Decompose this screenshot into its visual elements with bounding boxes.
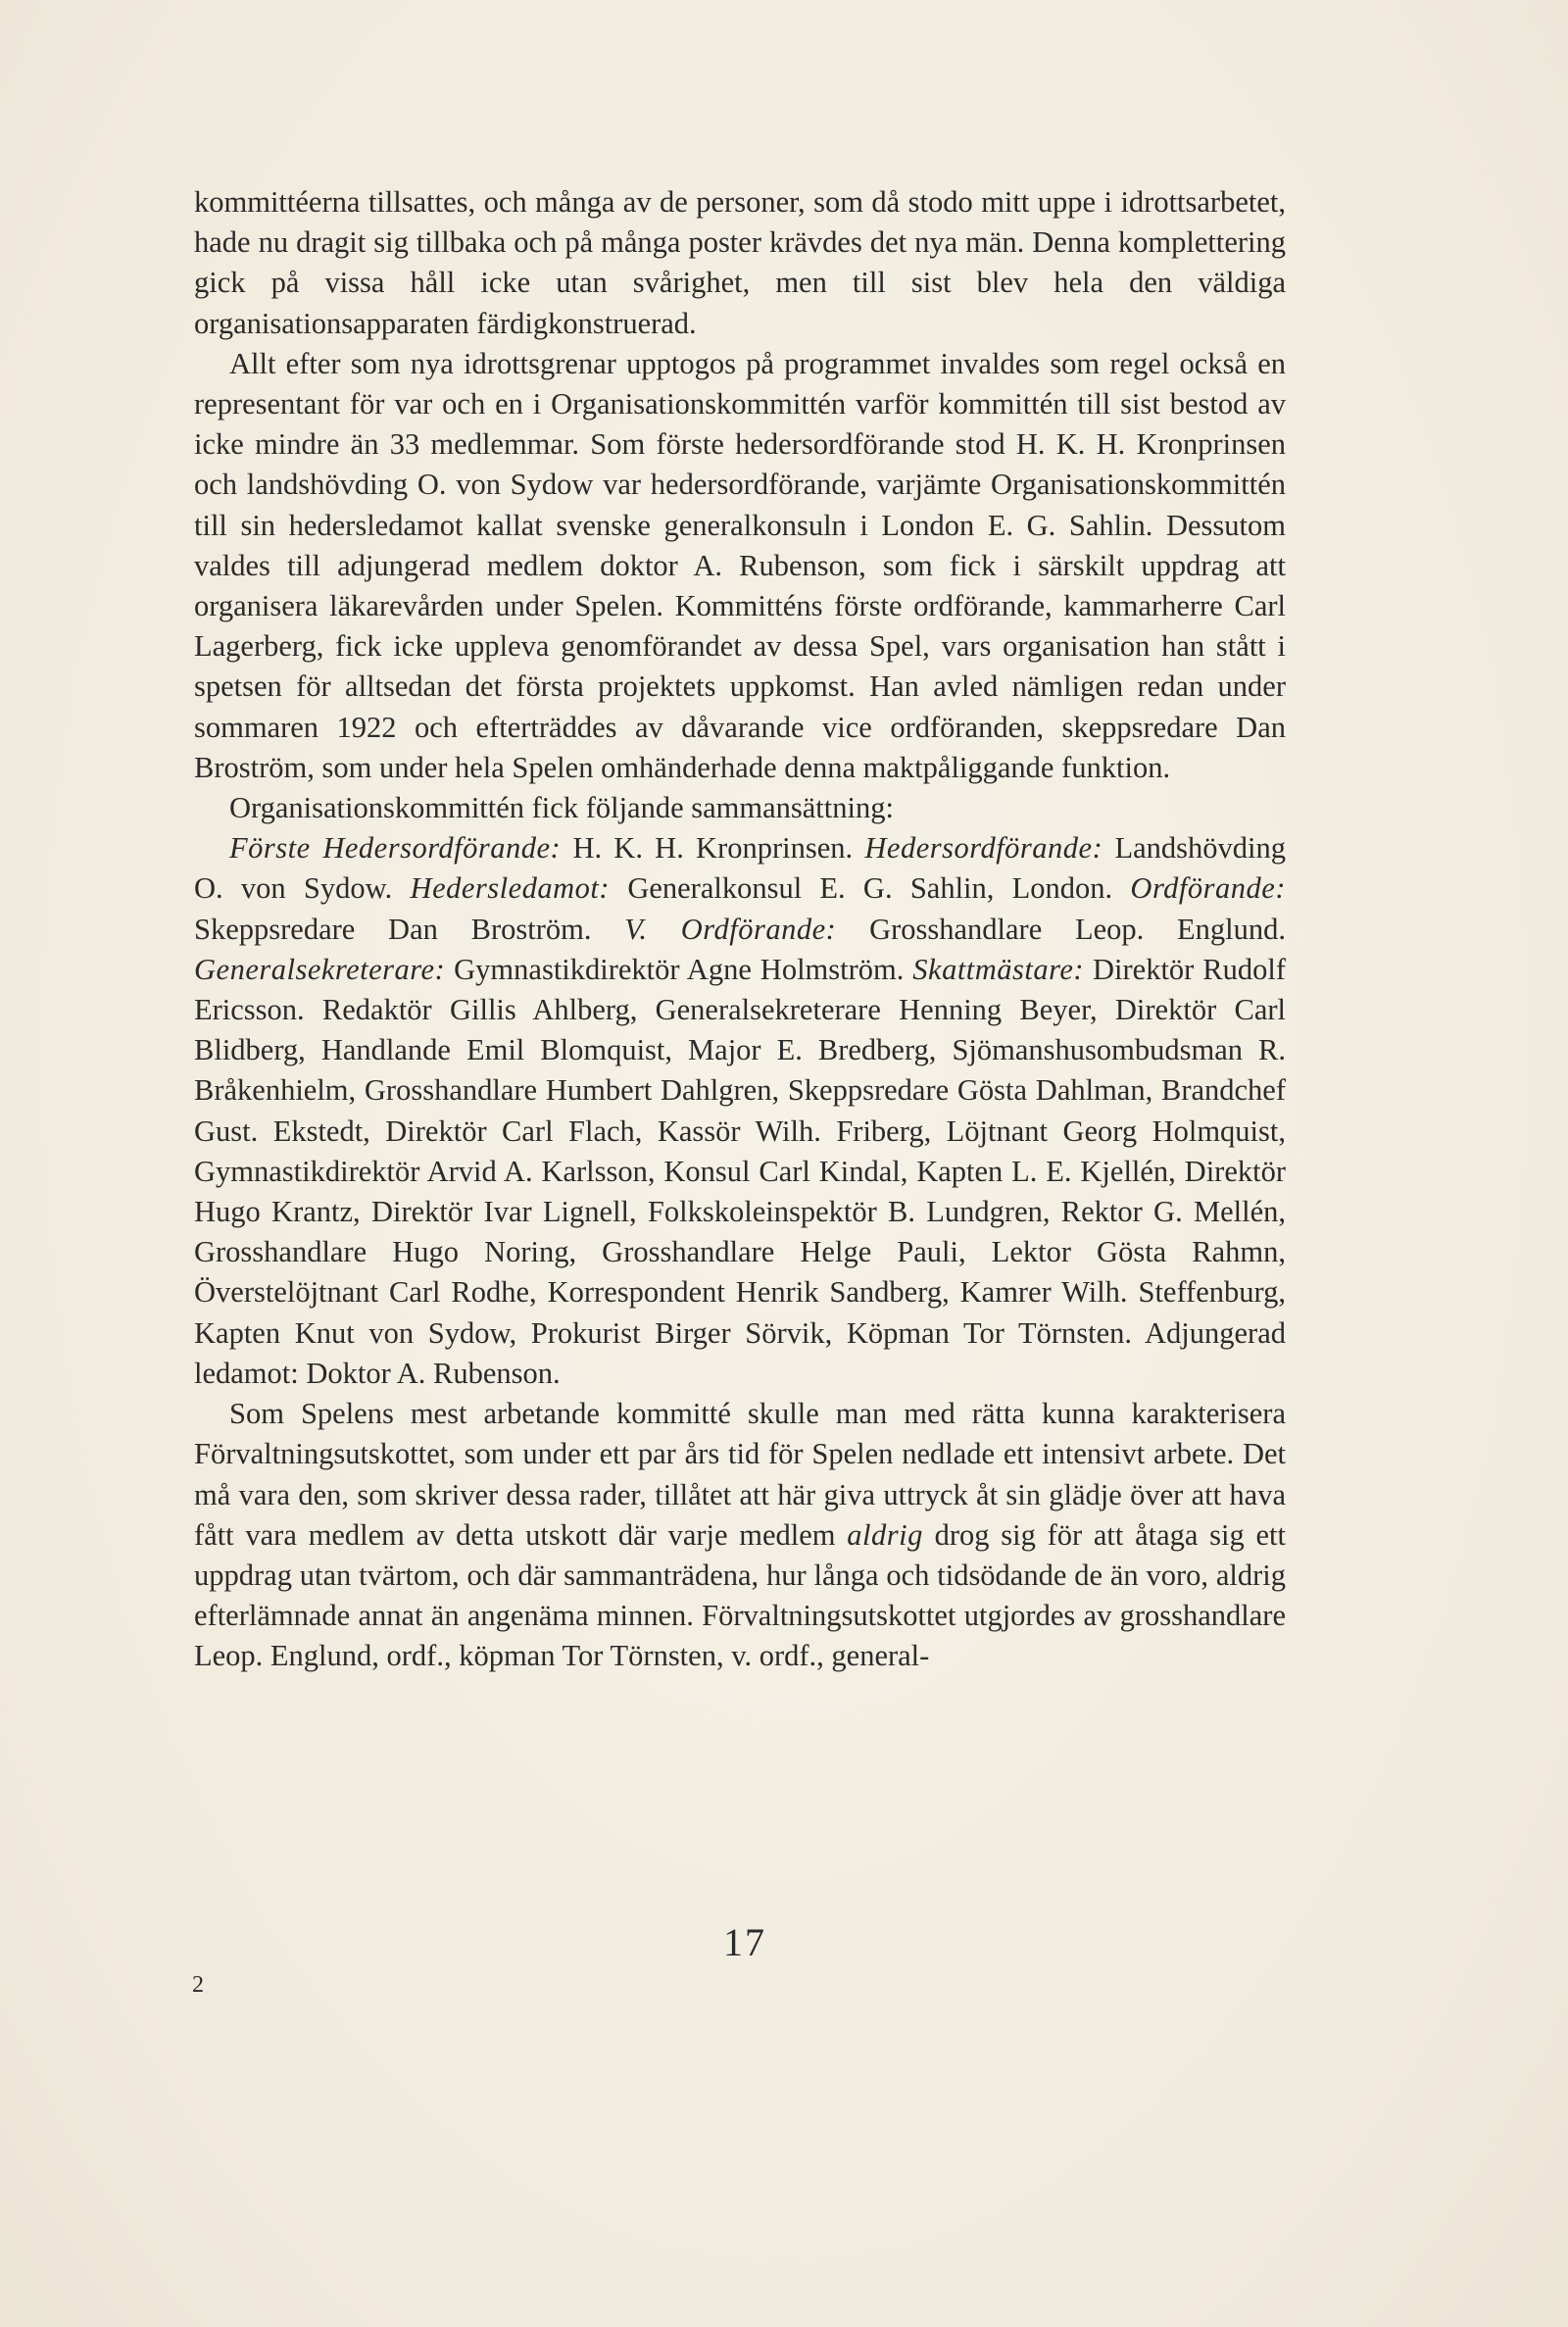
roster-text: Direktör Rudolf Ericsson. Redaktör Gillis Ahlberg, Generalsekreterare Henning Beyer, Direktör Carl Blidberg, Handlande Emil Blomquist, Major E. Bredberg, Sjömanshusombudsman R. Bråkenhielm, Grosshandlare Humbert Dahlgren, Skeppsredare Gösta Dahlman, Brandchef Gust. Ekstedt, Direktör Carl Flach, Kassör Wilh. Friberg, Löjtnant Georg Holmquist, Gymnastikdirektör Arvid A. Karlsson, Konsul Carl Kindal, Kapten L. E. Kjellén, Direktör Hugo Krantz, Direktör Ivar Lignell, Folkskoleinspektör B. Lundgren, Rektor G. Mellén, Grosshandlare Hugo Noring, Grosshandlare Helge Pauli, Lektor Gösta Rahmn, Överstelöjtnant Carl Rodhe, Korrespondent Henrik Sandberg, Kamrer Wilh. Steffenburg, Kapten Knut von Sydow, Prokurist Birger Sörvik, Köpman Tor Törnsten. Adjungerad ledamot: Doktor A. Rubenson.: [194, 952, 1286, 1390]
paragraph-3: Organisationskommittén fick följande sammansättning:: [229, 791, 894, 825]
role-label: Generalsekreterare:: [194, 952, 446, 986]
roster-text: Gymnastikdirektör Agne Holmström.: [445, 952, 913, 986]
emphasis-text: aldrig: [847, 1517, 923, 1552]
roster-text: Generalkonsul E. G. Sahlin, London.: [610, 871, 1131, 906]
role-label: Hedersordförande:: [864, 831, 1103, 866]
paragraph-5-text: drog sig för att åtaga sig ett uppdrag utan tvärtom, och där sammanträdena, hur långa och tidsödande de än voro, aldrig efterlämnade annat än angenäma minnen. Förvaltningsutskottet utgjordes av grosshandlare Leop. Englund, ordf., köpman Tor Törnsten, v. ordf., general-: [194, 1517, 1286, 1673]
paragraph-5: [194, 1394, 1286, 1676]
paragraph-1: kommittéerna tillsattes, och många av de personer, som då stodo mitt uppe i idrottsarbetet, hade nu dragit sig tillbaka och på många poster krävdes det nya män. Denna komplettering gick på vissa håll icke utan svårighet, men till sist blev hela den väldiga organisationsapparaten färdigkonstruerad.: [194, 185, 1286, 340]
roster-text: H. K. H. Kronprinsen.: [561, 831, 865, 866]
roster-text: Skeppsredare Dan Broström.: [194, 912, 625, 946]
roster-text: Landshövding O. von Sydow.: [194, 831, 1286, 906]
role-label: Skattmästare:: [912, 952, 1085, 986]
role-label: Hedersledamot:: [410, 871, 611, 906]
role-label: Ordförande:: [1130, 871, 1286, 906]
committee-roster: [194, 828, 1286, 1394]
role-label: V. Ordförande:: [624, 912, 837, 946]
signature-mark: 2: [192, 1972, 204, 1998]
roster-text: Grosshandlare Leop. Englund.: [836, 912, 1287, 946]
paragraph-2: Allt efter som nya idrottsgrenar upptogos på programmet invaldes som regel också en representant för var och en i Organisationskommittén varför kommittén till sist bestod av icke mindre än 33 medlemmar. Som förste hedersordförande stod H. K. H. Kronprinsen och landshövding O. von Sydow var hedersordförande, varjämte Organisationskommittén till sin hedersledamot kallat svenske generalkonsuln i London E. G. Sahlin. Dessutom valdes till adjungerad medlem doktor A. Rubenson, som fick i särskilt uppdrag att organisera läkarevården under Spelen. Kommitténs förste ordförande, kammarherre Carl Lagerberg, fick icke uppleva genomförandet av dessa Spel, vars organisation han stått i spetsen för alltsedan det första projektets uppkomst. Han avled nämligen redan under sommaren 1922 och efterträddes av dåvarande vice ordföranden, skeppsredare Dan Broström, som under hela Spelen omhänderhade denna maktpåliggande funktion.: [194, 346, 1286, 784]
paragraph-5-text: Som Spelens mest arbetande kommitté skulle man med rätta kunna karakterisera Förvaltningsutskottet, som under ett par års tid för Spelen nedlade ett intensivt arbete. Det må vara den, som skriver dessa rader, tillåtet att här giva uttryck åt sin glädje över att hava fått vara medlem av detta utskott där varje medlem: [194, 1397, 1286, 1552]
page-number: 17: [723, 1920, 766, 1964]
role-label: Förste Hedersordförande:: [229, 831, 562, 866]
body-text: [194, 182, 1286, 1677]
